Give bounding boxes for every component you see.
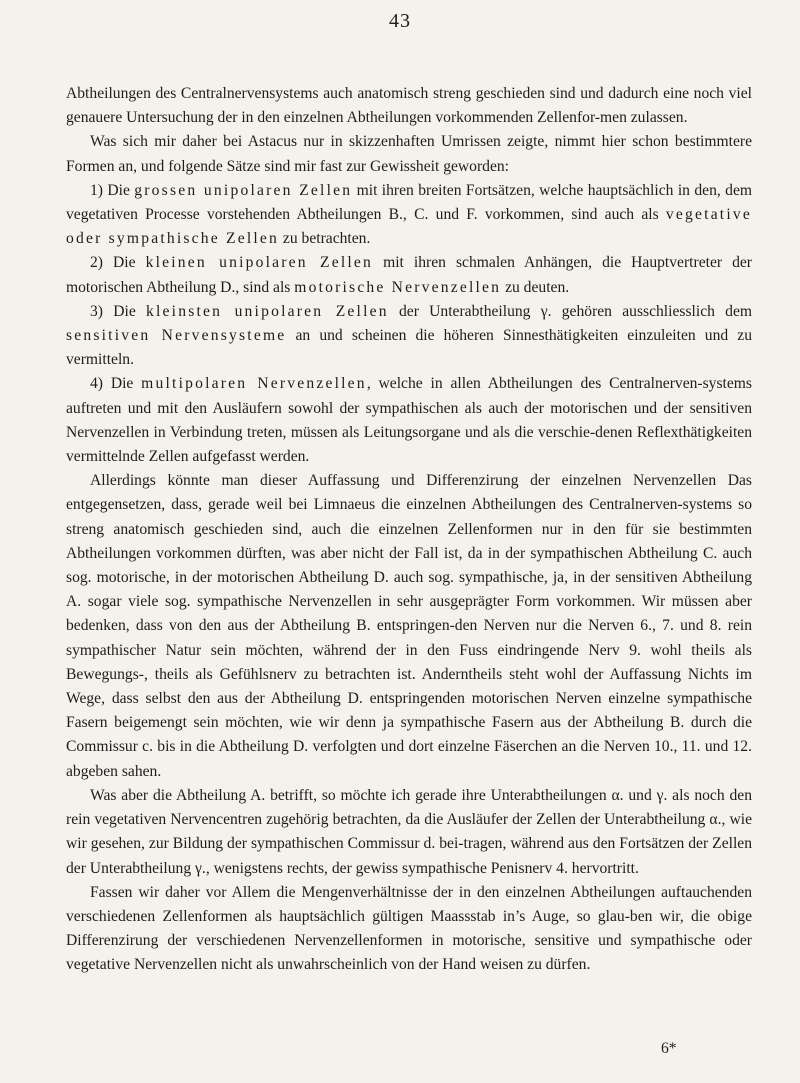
paragraph [66, 469, 752, 784]
text-run: 3) Die [90, 302, 147, 320]
paragraph [66, 130, 752, 178]
text-run: Was aber die Abtheilung A. betrifft, so möchte ich gerade ihre Unterabtheilungen α. und γ. als noch den rein vegetativen Nervencentren zugehörig betrachten, da die Ausläufer der Zellen der Unterabtheilung α., wie wir gesehen, zur Bildung der sympathischen Commissur d. bei-tragen, während aus den Fortsätzen der Zellen der Unterabtheilung γ., wenigstens rechts, der gewiss sympathische Penisnerv 4. hervortritt. [66, 786, 752, 877]
body-text [66, 82, 752, 978]
text-run: an und scheinen die höheren Sinnesthätigkeiten einzuleiten und zu vermitteln. [66, 327, 752, 369]
paragraph [66, 179, 752, 252]
page-number: 43 [389, 10, 411, 32]
printer-signature-mark: 6* [661, 1040, 677, 1057]
text-run: zu betrachten. [279, 230, 371, 248]
text-run: zu deuten. [501, 278, 570, 296]
text-run: Allerdings könnte man dieser Auffassung und Differenzirung der einzelnen Nervenzellen Das entgegensetzen, dass, gerade weil bei Limnaeus die einzelnen Abtheilungen des Centralnerven-systems so streng anatomisch geschieden sind, auch die einzelnen Zellenformen nur in den für sie bestimmten Abtheilungen vorkommen dürften, was aber nicht der Fall ist, da in der sympathischen Abtheilung C. auch sog. motorische, in der motorischen Abtheilung D. auch sog. sympathische, ja, in der sensitiven Abtheilung A. sogar viele sog. sympathische Nervenzellen in sehr ausgeprägter Form vorkommen. Wir müssen aber bedenken, dass von den aus der Abtheilung B. entspringen-den Nerven nur die Nerven 6., 7. und 8. rein sympathischer Natur sein möchten, während der in den Fuss eindringende Nerv 9. wohl theils als Bewegungs-, theils als Gefühlsnerv zu betrachten ist. Anderntheils steht wohl der Auffassung Nichts im Wege, dass selbst den aus der Abtheilung D. entspringenden motorischen Nerven einzelne sympathische Fasern beigemengt sein möchten, wie wir denn ja sympathische Fasern aus der Abtheilung B. durch die Commissur c. bis in die Abtheilung D. verfolgten und dort einzelne Fäserchen an die Nerven 10., 11. und 12. abgeben sahen. [66, 472, 752, 780]
spaced-emphasis: vegetative oder sympathische Zellen [66, 206, 752, 248]
text-run: mit ihren schmalen Anhängen, die Hauptvertreter der motorischen Abtheilung D., sind als [66, 254, 752, 296]
paragraph [66, 784, 752, 881]
paragraph [66, 251, 752, 299]
spaced-emphasis: kleinsten unipolaren Zellen [146, 302, 389, 320]
spaced-emphasis: multipolaren Nervenzellen [141, 375, 367, 393]
paragraph [66, 82, 752, 130]
text-run: 2) Die [90, 254, 146, 272]
text-run: 1) Die [90, 181, 135, 199]
text-run: 4) Die [90, 375, 142, 393]
text-run: Abtheilungen des Centralnervensystems auch anatomisch streng geschieden sind und dadurch eine noch viel genauere Untersuchung der in den einzelnen Abtheilungen vorkommenden Zellenfor-men zulassen. [66, 85, 752, 127]
paragraph [66, 300, 752, 373]
spaced-emphasis: grossen unipolaren Zellen [134, 181, 353, 199]
text-run: Fassen wir daher vor Allem die Mengenverhältnisse der in den einzelnen Abtheilungen auftauchenden verschiedenen Zellenformen als hauptsächlich gültigen Maassstab in’s Auge, so glau-ben wir, die obige Differenzirung der verschiedenen Nervenzellenformen in motorische, sensitive und sympathische oder vegetative Nervenzellen nicht als unwahrscheinlich von der Hand weisen zu dürfen. [66, 883, 752, 974]
text-run: Was sich mir daher bei Astacus nur in skizzenhaften Umrissen zeigte, nimmt hier schon bestimmtere Formen an, und folgende Sätze sind mir fast zur Gewissheit geworden: [66, 133, 752, 175]
paragraph [66, 372, 752, 469]
spaced-emphasis: motorische Nervenzellen [294, 278, 502, 296]
spaced-emphasis: sensitiven Nervensysteme [66, 327, 287, 345]
spaced-emphasis: kleinen unipolaren Zellen [145, 254, 374, 272]
text-run: der Unterabtheilung γ. gehören ausschliesslich dem [388, 302, 753, 320]
text-run: , welche in allen Abtheilungen des Centralnerven-systems auftreten und mit den Ausläufern sowohl der sympathischen als auch der motorischen und der sensitiven Nervenzellen in Verbindung treten, müssen als Leitungsorgane und als die verschie-denen Reflexthätigkeiten vermittelnde Zellen aufgefasst werden. [66, 375, 752, 466]
text-run: mit ihren breiten Fortsätzen, welche hauptsächlich in den, dem vegetativen Processe vorstehenden Abtheilungen B., C. und F. vorkommen, sind auch als [66, 181, 752, 224]
paragraph [66, 881, 752, 978]
